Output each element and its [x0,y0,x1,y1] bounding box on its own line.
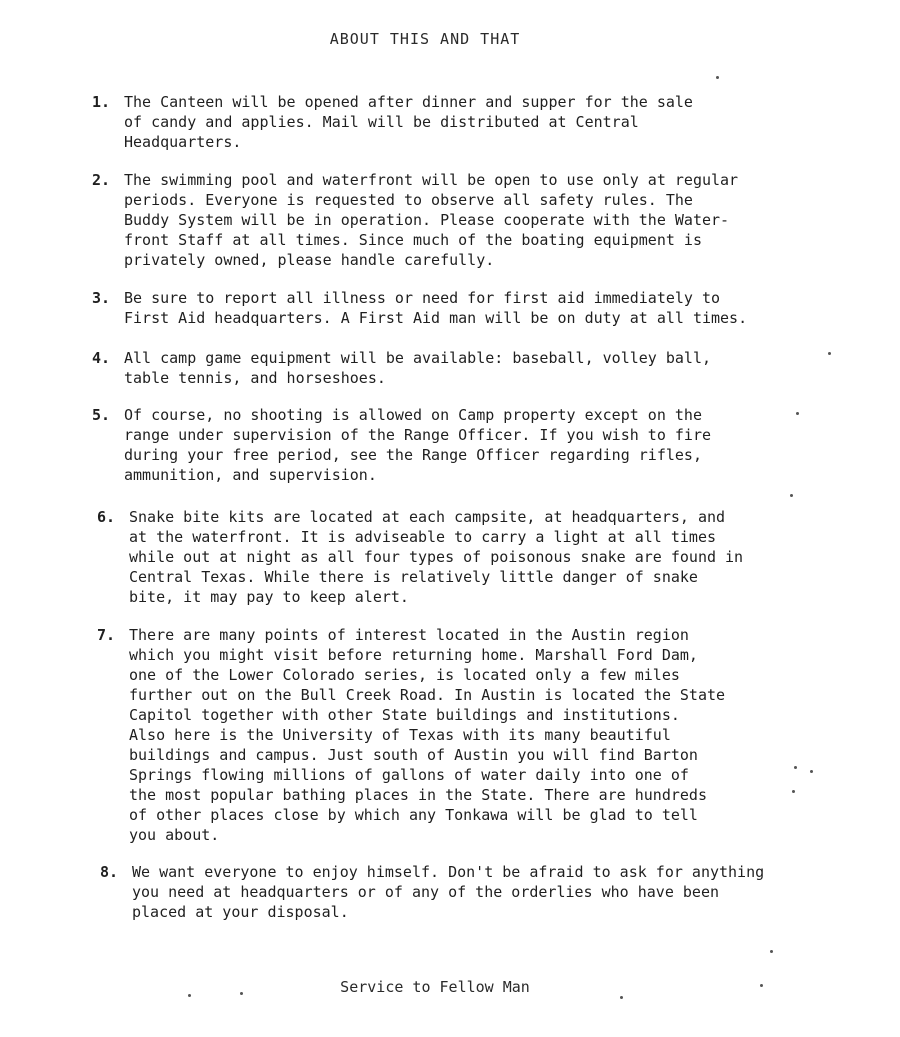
item-number: 5. [92,406,111,424]
item-text: We want everyone to enjoy himself. Don't be afraid to ask for anything you need at headquarters or of any of the orderlies who have been placed at your disposal. [132,863,765,921]
list-item [92,348,711,388]
print-speck [620,996,623,999]
list-item [92,288,747,328]
item-text: Be sure to report all illness or need for first aid immediately to First Aid headquarters. A First Aid man will be on duty at all times. [124,289,748,327]
print-speck [716,76,719,79]
list-item [100,862,764,922]
print-speck [796,412,799,415]
item-text: There are many points of interest located in the Austin region which you might visit before returning home. Marshall Ford Dam, one of the Lower Colorado series, is located only a few miles further out on the Bull Creek Road. In Austin is located the State Capitol together with other State buildings and institutions. Also here is the University of Texas with its many beautiful buildings and campus. Just south of Austin you will find Barton Springs flowing millions of gallons of water daily into one of the most popular bathing places in the State. There are hundreds of other places close by which any Tonkawa will be glad to tell you about. [129,626,726,844]
footer-motto: Service to Fellow Man [340,978,530,996]
print-speck [240,992,243,995]
print-speck [828,352,831,355]
print-speck [810,770,813,773]
item-text: All camp game equipment will be available: baseball, volley ball, table tennis, and horseshoes. [124,349,711,387]
item-text: The Canteen will be opened after dinner and supper for the sale of candy and applies. Mail will be distributed at Central Headquarters. [124,93,693,151]
item-text: Snake bite kits are located at each campsite, at headquarters, and at the waterfront. It is adviseable to carry a light at all times while out at night as all four types of poisonous snake are found in Central Texas. While there is relatively little danger of snake bite, it may pay to keep alert. [129,508,744,606]
list-item [97,625,725,845]
list-item [92,405,711,485]
item-number: 6. [97,508,116,526]
item-text: The swimming pool and waterfront will be open to use only at regular periods. Everyone is requested to observe all safety rules. The Buddy System will be in operation. Please cooperate with the Water- front Staff at all times. Since much of the boating equipment is privately owned, please handle carefully. [124,171,739,269]
item-number: 1. [92,93,111,111]
item-number: 8. [100,863,119,881]
print-speck [790,494,793,497]
print-speck [760,984,763,987]
item-number: 3. [92,289,111,307]
print-speck [188,994,191,997]
list-item [97,507,743,607]
item-text: Of course, no shooting is allowed on Camp property except on the range under supervision of the Range Officer. If you wish to fire during your free period, see the Range Officer regarding rifles, ammunition, and supervision. [124,406,711,484]
list-item [92,170,738,270]
item-number: 4. [92,349,111,367]
page-title: ABOUT THIS AND THAT [329,30,521,48]
print-speck [792,790,795,793]
print-speck [794,766,797,769]
item-number: 2. [92,171,111,189]
list-item [92,92,693,152]
print-speck [770,950,773,953]
item-number: 7. [97,626,116,644]
